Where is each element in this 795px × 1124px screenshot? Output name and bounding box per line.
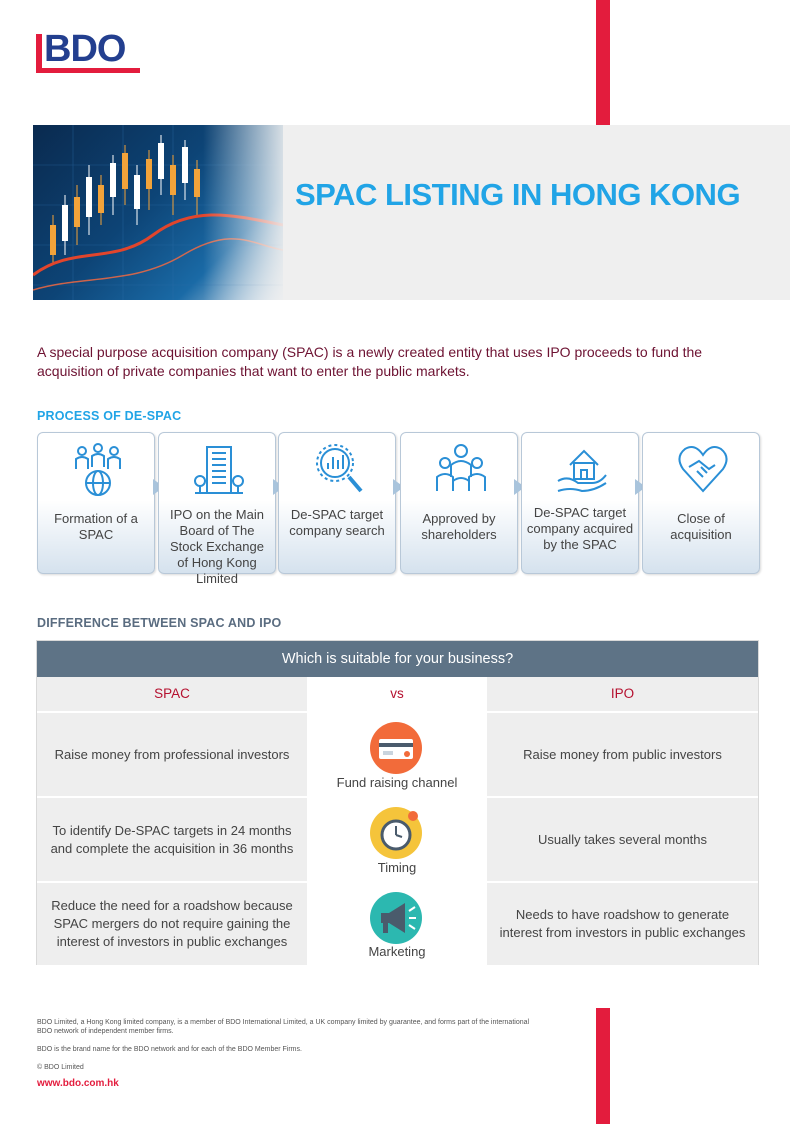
intro-paragraph: A special purpose acquisition company (SPAC) is a newly created entity that uses IPO proceeds to fund the acquisition of private companies that want to enter the public markets. (37, 344, 703, 379)
process-step-formation (37, 432, 155, 574)
process-step-close (642, 432, 760, 574)
table-row-topic-cell (307, 798, 487, 881)
footer (37, 1018, 537, 1097)
megaphone-icon (369, 891, 423, 945)
table-title: Which is suitable for your business? (37, 641, 758, 677)
difference-heading: DIFFERENCE BETWEEN SPAC AND IPO (37, 616, 282, 630)
website-link[interactable]: www.bdo.com.hk (37, 1078, 119, 1089)
process-step-search (278, 432, 396, 574)
step-label: Close of acquisition (670, 511, 732, 542)
process-step-acquired (521, 432, 639, 574)
column-header-spac: SPAC (37, 677, 307, 711)
house-in-hand-icon (556, 441, 608, 497)
process-step-approval (400, 432, 518, 574)
column-header-vs: vs (307, 677, 487, 711)
column-header-ipo: IPO (487, 677, 758, 711)
topic-caption: Timing (377, 860, 417, 875)
topic-caption: Fund raising channel (336, 775, 458, 790)
step-label: Formation of a SPAC (54, 511, 138, 542)
table-row-spac-cell: Raise money from professional investors (37, 713, 307, 796)
payment-card-icon (369, 721, 423, 775)
table-row-ipo-cell: Raise money from public investors (487, 713, 758, 796)
step-label: Approved by shareholders (421, 511, 497, 542)
bdo-logo (36, 28, 142, 74)
magnifier-chart-icon (313, 441, 365, 497)
topic-caption: Marketing (368, 944, 426, 959)
page-title: SPAC LISTING IN HONG KONG (295, 177, 741, 212)
footer-copyright: © BDO Limited (37, 1064, 84, 1071)
process-step-ipo (158, 432, 276, 586)
table-row-ipo-cell: Needs to have roadshow to generate interest from investors in public exchanges (487, 883, 758, 965)
shareholders-group-icon (435, 441, 487, 497)
hero-banner (33, 125, 790, 300)
footer-legal: BDO Limited, a Hong Kong limited company, is a member of BDO International Limited, a UK company limited by guarantee, and forms part of the international BDO network of independent member firms. (37, 1019, 530, 1035)
table-row-topic-cell (307, 883, 487, 965)
step-label: De-SPAC target company acquired by the SPAC (526, 505, 634, 552)
handshake-heart-icon (677, 441, 729, 497)
comparison-table (36, 640, 759, 965)
table-row-spac-cell: To identify De-SPAC targets in 24 months and complete the acquisition in 36 months (37, 798, 307, 881)
table-row-ipo-cell: Usually takes several months (487, 798, 758, 881)
office-building-icon (193, 441, 245, 497)
logo-text: BDO (44, 28, 126, 70)
gear-clock-icon (369, 806, 423, 860)
table-row-spac-cell: Reduce the need for a roadshow because SPAC mergers do not require gaining the interest of investors in public exchanges (37, 883, 307, 965)
red-accent-bar-bottom (596, 1008, 610, 1124)
table-row-topic-cell (307, 713, 487, 796)
footer-brand-note: BDO is the brand name for the BDO network and for each of the BDO Member Firms. (37, 1046, 302, 1053)
people-globe-icon (72, 441, 124, 497)
process-heading: PROCESS OF DE-SPAC (37, 409, 182, 423)
step-label: De-SPAC target company search (289, 507, 385, 538)
step-label: IPO on the Main Board of The Stock Exchange of Hong Kong Limited (170, 507, 264, 586)
